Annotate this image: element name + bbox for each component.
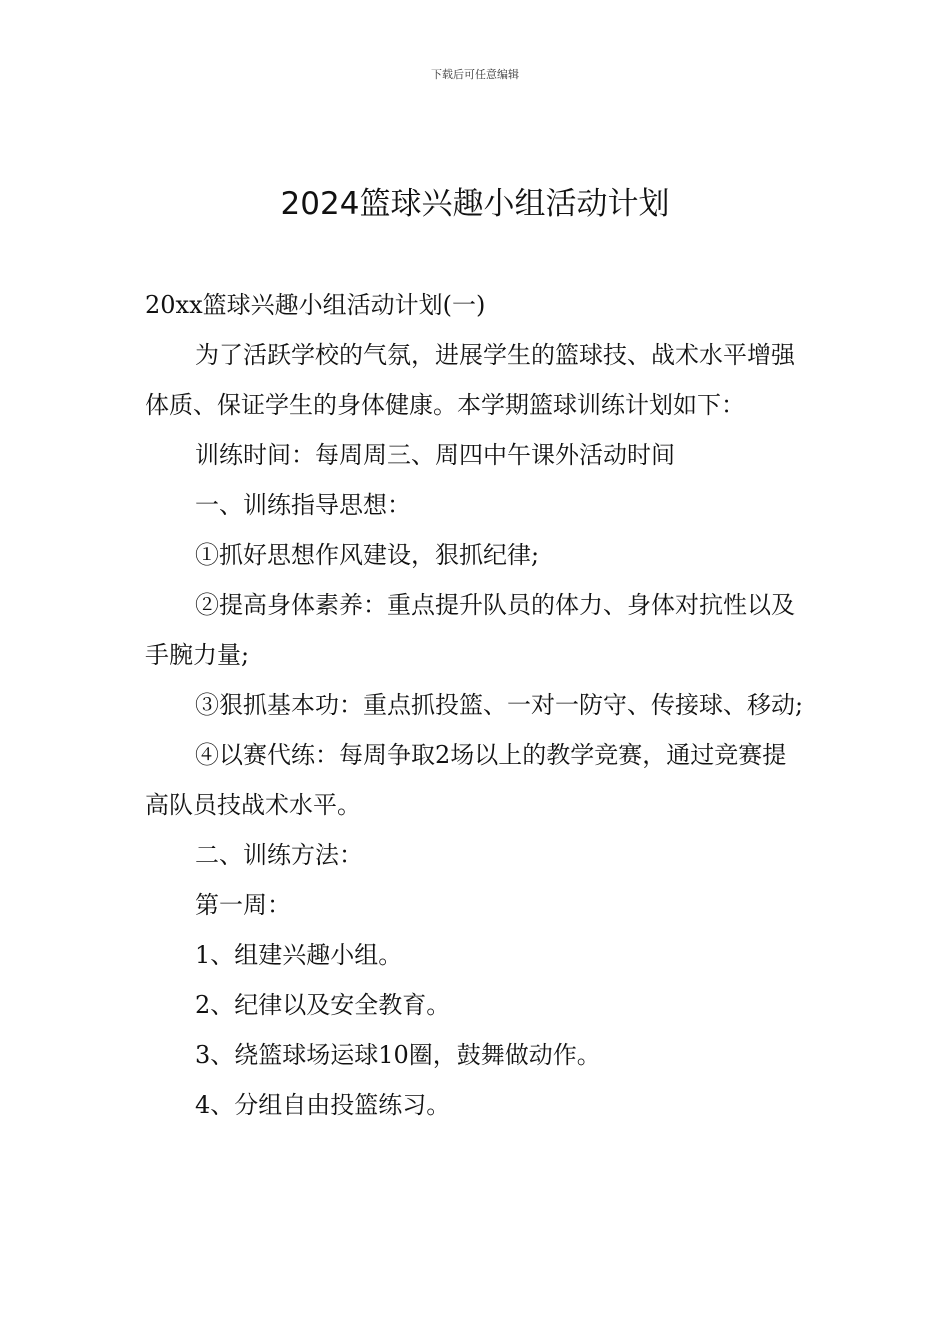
list-item-3: ③狠抓基本功：重点抓投篮、一对一防守、传接球、移动; <box>195 691 804 719</box>
document-title: 2024篮球兴趣小组活动计划 <box>280 186 670 222</box>
week-item-4: 4、分组自由投篮练习。 <box>195 1091 451 1119</box>
week-item-3: 3、绕篮球场运球10圈，鼓舞做动作。 <box>195 1041 601 1069</box>
list-item-2: ②提高身体素养：重点提升队员的体力、身体对抗性以及手腕力量; <box>145 591 795 669</box>
paragraph-training-time: 训练时间：每周周三、周四中午课外活动时间 <box>195 441 675 469</box>
paragraph-subtitle: 20xx篮球兴趣小组活动计划(一) <box>145 291 486 319</box>
week-item-1: 1、组建兴趣小组。 <box>195 941 403 969</box>
section-heading-guiding-thought: 一、训练指导思想： <box>195 491 411 519</box>
list-item-4: ④以赛代练：每周争取2场以上的教学竞赛，通过竞赛提高队员技战术水平。 <box>145 741 787 819</box>
week-item-2: 2、纪律以及安全教育。 <box>195 991 451 1019</box>
document-body <box>145 280 807 1130</box>
list-item-1: ①抓好思想作风建设，狠抓纪律; <box>195 541 540 569</box>
paragraph-intro: 为了活跃学校的气氛，进展学生的篮球技、战术水平增强体质、保证学生的身体健康。本学期篮球训练计划如下： <box>145 341 795 419</box>
header-note: 下载后可任意编辑 <box>431 68 519 81</box>
week-heading: 第一周： <box>195 891 291 919</box>
section-heading-training-method: 二、训练方法： <box>195 841 363 869</box>
